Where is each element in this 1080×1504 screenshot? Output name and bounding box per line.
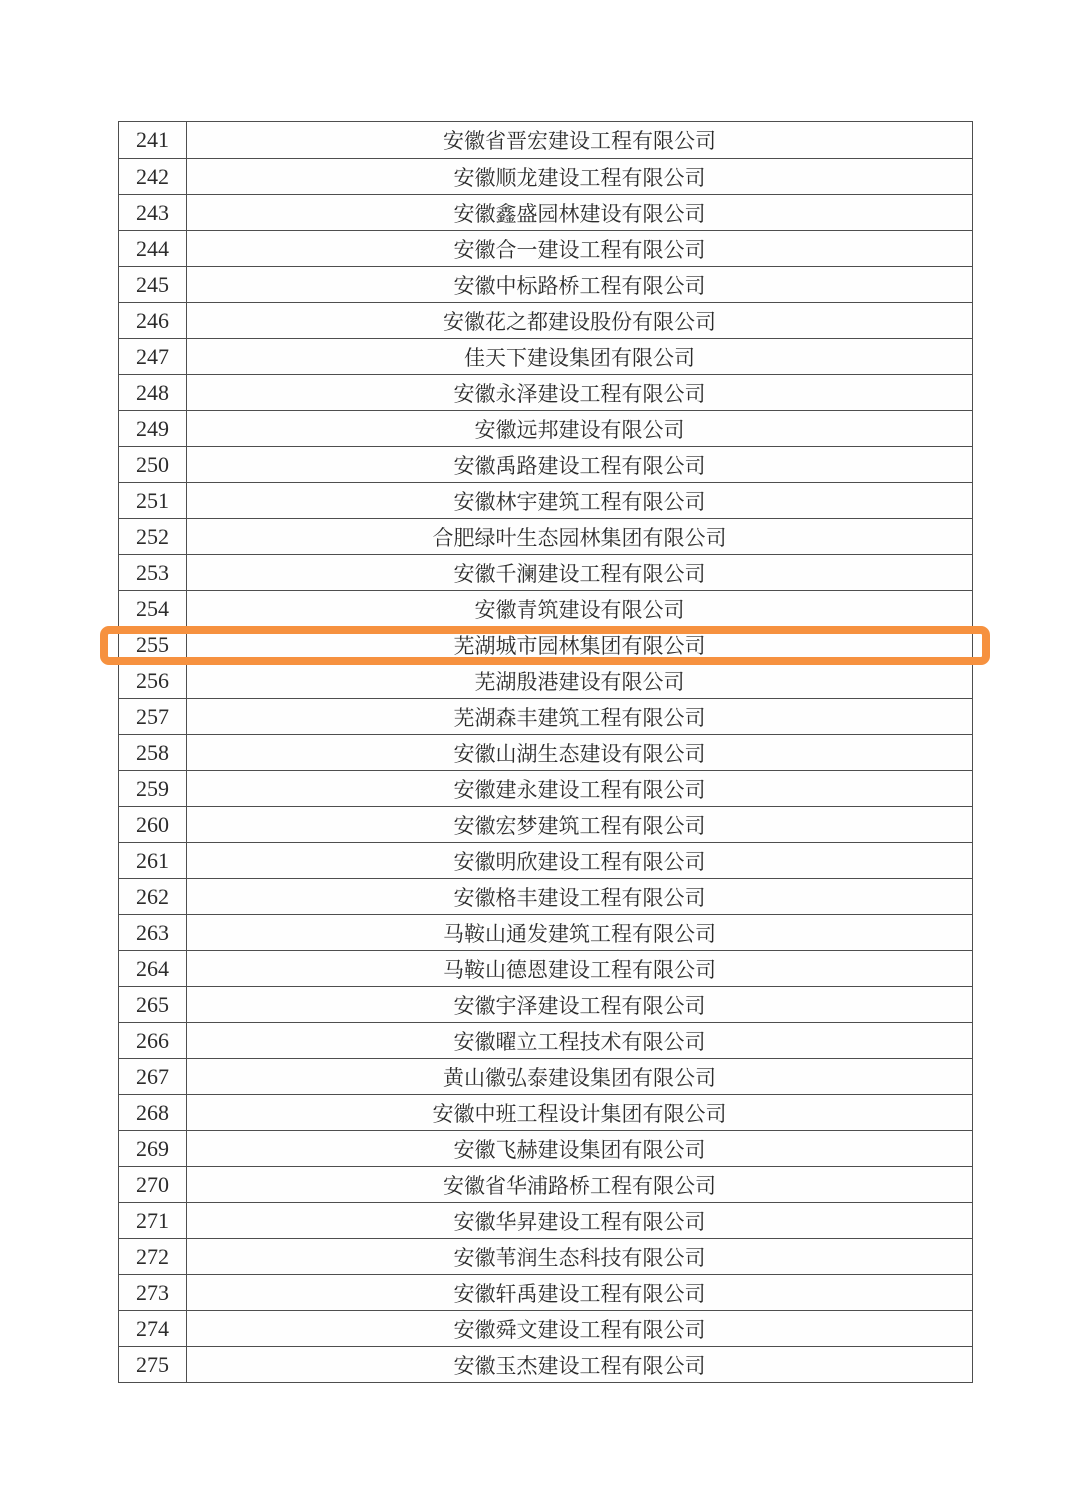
table-row [119, 1310, 972, 1346]
table-row [119, 1058, 972, 1094]
table-row [119, 770, 972, 806]
company-name-cell: 安徽宏梦建筑工程有限公司 [453, 813, 706, 838]
row-number-cell: 245 [119, 267, 187, 302]
row-number-cell: 261 [119, 843, 187, 878]
row-number-cell: 258 [119, 735, 187, 770]
table-row [119, 950, 972, 986]
row-number-cell: 272 [119, 1239, 187, 1274]
company-name-cell: 黄山徽弘泰建设集团有限公司 [443, 1065, 716, 1090]
table-row [119, 158, 972, 194]
table-row [119, 1346, 972, 1382]
row-number-cell: 260 [119, 807, 187, 842]
company-name-cell: 安徽曜立工程技术有限公司 [453, 1029, 706, 1054]
table-row [119, 194, 972, 230]
table-row [119, 1094, 972, 1130]
company-name-cell: 安徽林宇建筑工程有限公司 [453, 489, 706, 514]
row-number-cell: 263 [119, 915, 187, 950]
table-row [119, 986, 972, 1022]
table-row [119, 482, 972, 518]
row-number-cell: 270 [119, 1167, 187, 1202]
row-number-cell: 249 [119, 411, 187, 446]
row-number-cell: 257 [119, 699, 187, 734]
table-row [119, 734, 972, 770]
row-number-cell: 269 [119, 1131, 187, 1166]
table-row [119, 806, 972, 842]
row-number-cell: 267 [119, 1059, 187, 1094]
row-number-cell: 274 [119, 1311, 187, 1346]
row-number-cell: 255 [119, 627, 187, 662]
table-row [119, 590, 972, 626]
table-row [119, 698, 972, 734]
company-name-cell: 安徽青筑建设有限公司 [474, 597, 685, 622]
row-number-cell: 273 [119, 1275, 187, 1310]
company-name-cell: 安徽建永建设工程有限公司 [453, 777, 706, 802]
row-number-cell: 252 [119, 519, 187, 554]
company-name-cell: 芜湖森丰建筑工程有限公司 [453, 705, 706, 730]
table-row [119, 1238, 972, 1274]
table-row [119, 1130, 972, 1166]
company-name-cell: 安徽花之都建设股份有限公司 [443, 309, 716, 334]
row-number-cell: 256 [119, 663, 187, 698]
table-row [119, 1166, 972, 1202]
table-row [119, 230, 972, 266]
company-name-cell: 安徽永泽建设工程有限公司 [453, 381, 706, 406]
row-number-cell: 265 [119, 987, 187, 1022]
company-name-cell: 马鞍山通发建筑工程有限公司 [443, 921, 716, 946]
row-number-cell: 247 [119, 339, 187, 374]
company-name-cell: 安徽明欣建设工程有限公司 [453, 849, 706, 874]
row-number-cell: 248 [119, 375, 187, 410]
table-row [119, 554, 972, 590]
company-name-cell: 安徽省晋宏建设工程有限公司 [443, 129, 716, 153]
company-name-cell: 安徽华昇建设工程有限公司 [453, 1209, 706, 1234]
company-table [118, 121, 973, 1383]
table-row [119, 446, 972, 482]
row-number-cell: 241 [119, 122, 187, 158]
row-number-cell: 253 [119, 555, 187, 590]
table-row [119, 662, 972, 698]
company-name-cell: 安徽鑫盛园林建设有限公司 [453, 201, 706, 226]
company-name-cell: 安徽宇泽建设工程有限公司 [453, 993, 706, 1018]
company-name-cell: 安徽省华浦路桥工程有限公司 [443, 1173, 716, 1198]
row-number-cell: 266 [119, 1023, 187, 1058]
company-name-cell: 芜湖城市园林集团有限公司 [453, 633, 706, 658]
row-number-cell: 254 [119, 591, 187, 626]
table-row [119, 878, 972, 914]
company-name-cell: 马鞍山德恩建设工程有限公司 [443, 957, 716, 982]
row-number-cell: 271 [119, 1203, 187, 1238]
row-number-cell: 268 [119, 1095, 187, 1130]
table-row [119, 1022, 972, 1058]
row-number-cell: 243 [119, 195, 187, 230]
table-row [119, 914, 972, 950]
company-name-cell: 佳天下建设集团有限公司 [464, 345, 695, 370]
company-name-cell: 安徽玉杰建设工程有限公司 [453, 1353, 706, 1378]
table-row [119, 1274, 972, 1310]
table-row [119, 266, 972, 302]
table-row [119, 302, 972, 338]
table-row [119, 338, 972, 374]
company-name-cell: 安徽合一建设工程有限公司 [453, 237, 706, 262]
table-row [119, 122, 972, 158]
table-row [119, 374, 972, 410]
row-number-cell: 264 [119, 951, 187, 986]
row-number-cell: 262 [119, 879, 187, 914]
company-name-cell: 安徽苇润生态科技有限公司 [453, 1245, 706, 1270]
company-name-cell: 安徽山湖生态建设有限公司 [453, 741, 706, 766]
table-row [119, 626, 972, 662]
table-row [119, 410, 972, 446]
row-number-cell: 246 [119, 303, 187, 338]
company-name-cell: 安徽中班工程设计集团有限公司 [432, 1101, 727, 1126]
row-number-cell: 275 [119, 1347, 187, 1382]
row-number-cell: 244 [119, 231, 187, 266]
company-name-cell: 安徽顺龙建设工程有限公司 [453, 165, 706, 190]
company-name-cell: 安徽远邦建设有限公司 [474, 417, 685, 442]
table-row [119, 842, 972, 878]
row-number-cell: 250 [119, 447, 187, 482]
company-name-cell: 合肥绿叶生态园林集团有限公司 [432, 525, 727, 550]
row-number-cell: 251 [119, 483, 187, 518]
company-name-cell: 安徽飞赫建设集团有限公司 [453, 1137, 706, 1162]
row-number-cell: 242 [119, 159, 187, 194]
table-row [119, 518, 972, 554]
company-name-cell: 安徽禹路建设工程有限公司 [453, 453, 706, 478]
company-name-cell: 芜湖殷港建设有限公司 [474, 669, 685, 694]
company-name-cell: 安徽千澜建设工程有限公司 [453, 561, 706, 586]
company-name-cell: 安徽舜文建设工程有限公司 [453, 1317, 706, 1342]
company-name-cell: 安徽格丰建设工程有限公司 [453, 885, 706, 910]
row-number-cell: 259 [119, 771, 187, 806]
company-name-cell: 安徽轩禹建设工程有限公司 [453, 1281, 706, 1306]
company-name-cell: 安徽中标路桥工程有限公司 [453, 273, 706, 298]
table-row [119, 1202, 972, 1238]
